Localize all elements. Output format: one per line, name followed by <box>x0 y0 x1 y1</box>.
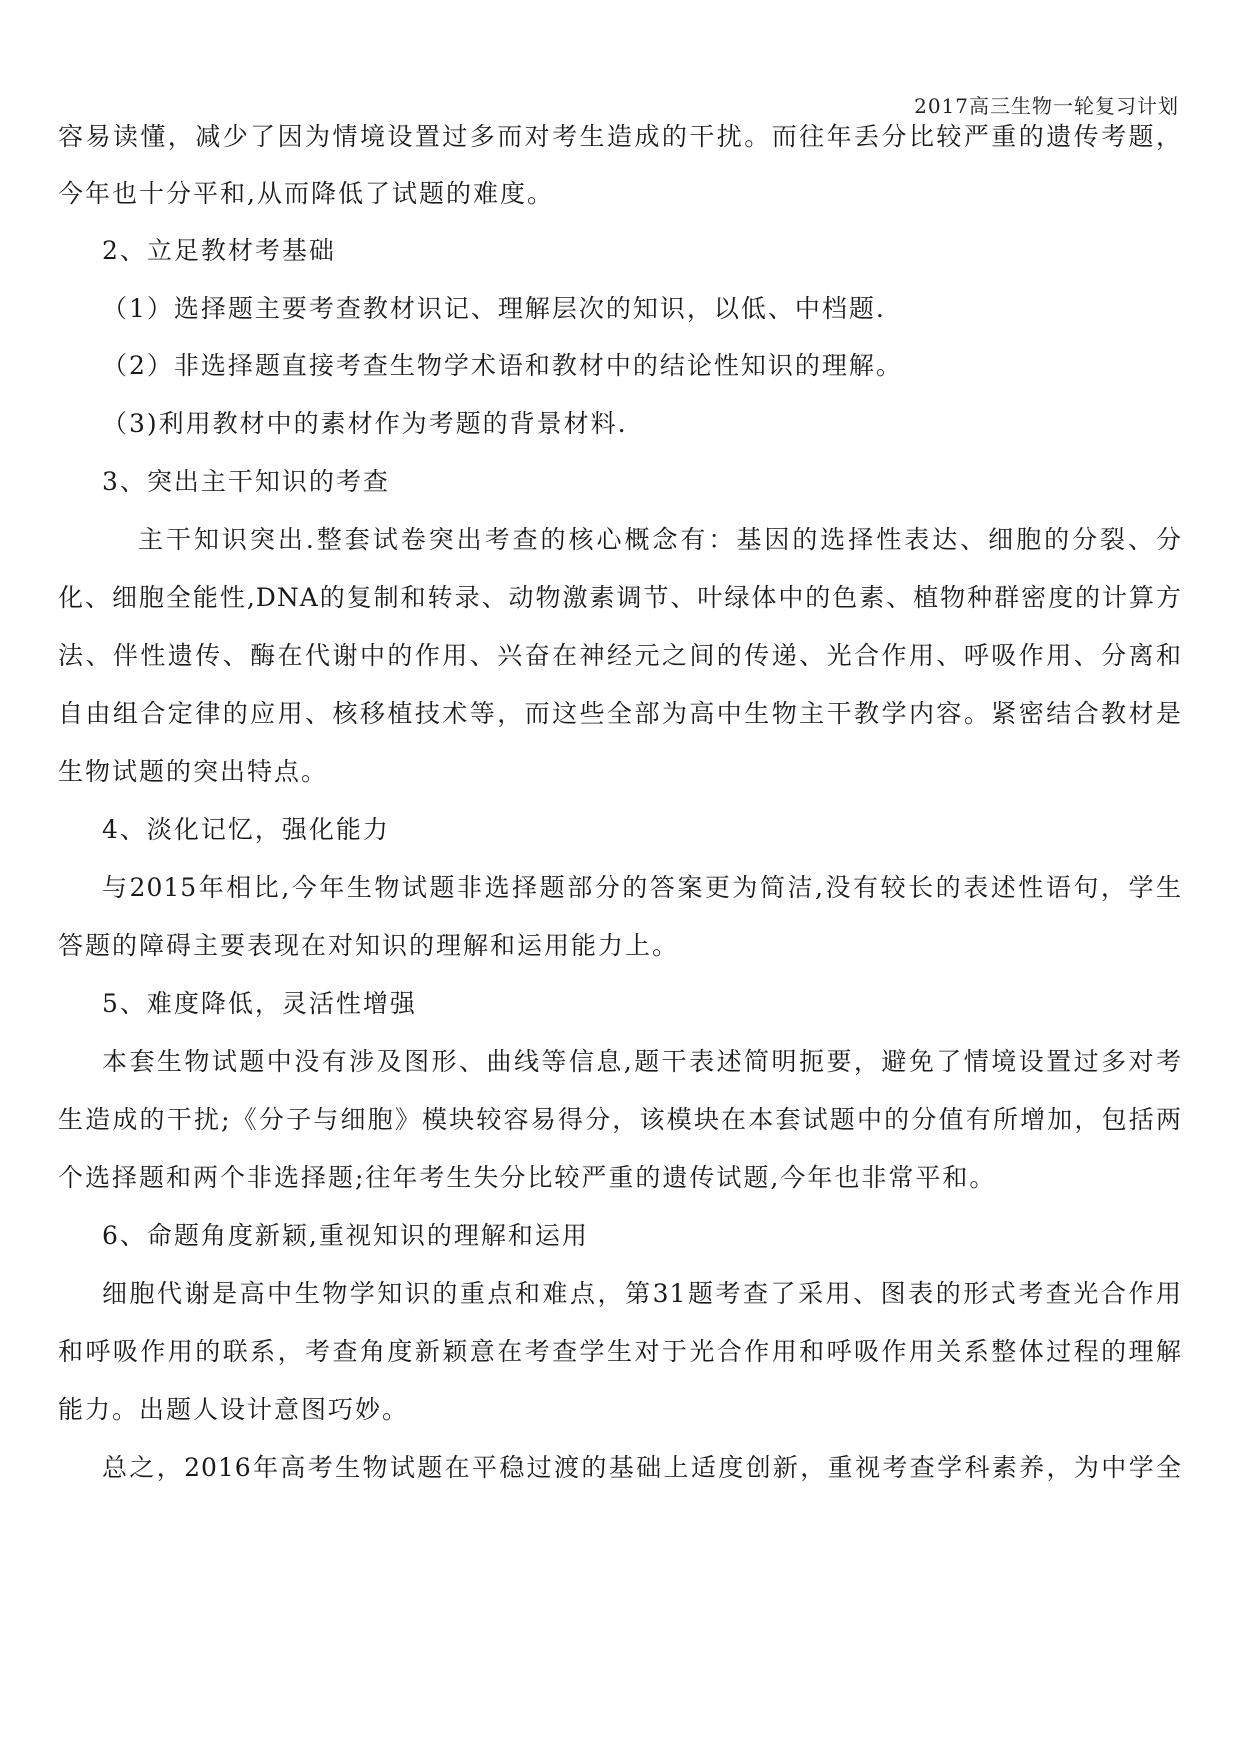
paragraph-line: 化、细胞全能性,DNA的复制和转录、动物激素调节、叶绿体中的色素、植物种群密度的计算方 <box>58 583 1182 612</box>
paragraph-line: 生物试题的突出特点。 <box>58 757 329 786</box>
paragraph-line: 细胞代谢是高中生物学知识的重点和难点，第31题考查了采用、图表的形式考查光合作用 <box>102 1279 1182 1308</box>
section-heading: 5、难度降低，灵活性增强 <box>102 989 417 1018</box>
paragraph-line: 主干知识突出.整套试卷突出考查的核心概念有：基因的选择性表达、细胞的分裂、分 <box>138 525 1182 554</box>
page-header-title: 2017高三生物一轮复习计划 <box>914 94 1179 118</box>
paragraph-line: 和呼吸作用的联系，考查角度新颖意在考查学生对于光合作用和呼吸作用关系整体过程的理解 <box>58 1337 1182 1366</box>
paragraph-line: 能力。出题人设计意图巧妙。 <box>58 1395 410 1424</box>
paragraph-line: 本套生物试题中没有涉及图形、曲线等信息,题干表述简明扼要，避免了情境设置过多对考 <box>102 1047 1182 1076</box>
paragraph-line: 个选择题和两个非选择题;往年考生失分比较严重的遗传试题,今年也非常平和。 <box>58 1163 997 1192</box>
paragraph-line: 总之，2016年高考生物试题在平稳过渡的基础上适度创新，重视考查学科素养，为中学全 <box>102 1453 1182 1482</box>
section-heading: 4、淡化记忆，强化能力 <box>102 815 390 844</box>
paragraph-line: 与2015年相比,今年生物试题非选择题部分的答案更为简洁,没有较长的表述性语句，学生 <box>102 873 1182 902</box>
section-heading: 2、立足教材考基础 <box>102 236 336 265</box>
list-item: （1）选择题主要考查教材识记、理解层次的知识，以低、中档题. <box>102 294 886 323</box>
paragraph-line: 法、伴性遗传、酶在代谢中的作用、兴奋在神经元之间的传递、光合作用、呼吸作用、分离和 <box>58 641 1182 670</box>
paragraph-line: 生造成的干扰;《分子与细胞》模块较容易得分，该模块在本套试题中的分值有所增加，包括两 <box>58 1105 1182 1134</box>
paragraph-line: 容易读懂，减少了因为情境设置过多而对考生造成的干扰。而往年丢分比较严重的遗传考题， <box>58 122 1182 151</box>
paragraph-line: 自由组合定律的应用、核移植技术等，而这些全部为高中生物主干教学内容。紧密结合教材是 <box>58 699 1182 728</box>
paragraph-line: 答题的障碍主要表现在对知识的理解和运用能力上。 <box>58 931 680 960</box>
section-heading: 6、命题角度新颖,重视知识的理解和运用 <box>102 1221 589 1250</box>
list-item: （3)利用教材中的素材作为考题的背景材料. <box>102 409 628 438</box>
section-heading: 3、突出主干知识的考查 <box>102 467 390 496</box>
list-item: （2）非选择题直接考查生物学术语和教材中的结论性知识的理解。 <box>102 351 903 380</box>
paragraph-line: 今年也十分平和,从而降低了试题的难度。 <box>58 179 554 208</box>
